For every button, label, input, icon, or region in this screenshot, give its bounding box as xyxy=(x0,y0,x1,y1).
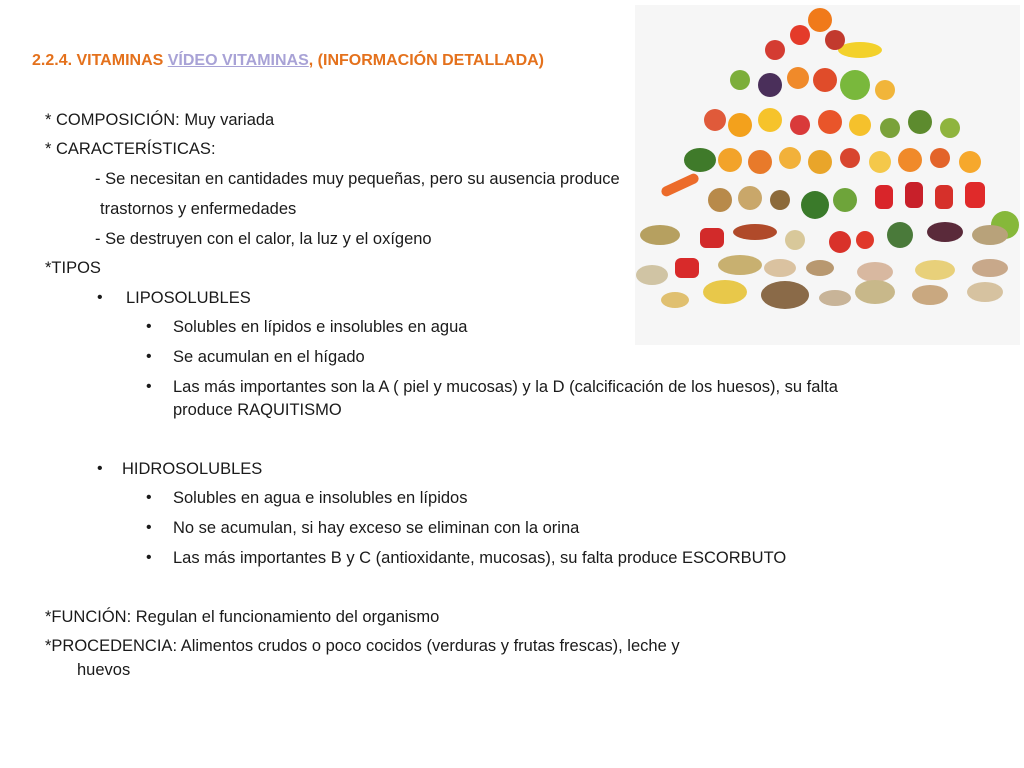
bullet: • xyxy=(146,549,152,566)
lipo-item-3-line-2: produce RAQUITISMO xyxy=(173,401,342,419)
caracteristicas-heading: * CARACTERÍSTICAS: xyxy=(45,140,216,158)
hidro-item-1: Solubles en agua e insolubles en lípidos xyxy=(173,489,468,507)
lipo-item-3-line-1: Las más importantes son la A ( piel y mucosas) y la D (calcificación de los huesos), su falta xyxy=(173,378,838,396)
lipo-heading: LIPOSOLUBLES xyxy=(126,289,251,307)
bullet: • xyxy=(146,348,152,365)
title-suffix: , (INFORMACIÓN DETALLADA) xyxy=(308,52,545,69)
hidro-heading: HIDROSOLUBLES xyxy=(122,460,263,478)
procedencia-line-2: huevos xyxy=(77,661,131,679)
caracteristica-2: - Se destruyen con el calor, la luz y el oxígeno xyxy=(95,230,432,248)
lipo-item-1: Solubles en lípidos e insolubles en agua xyxy=(173,318,468,336)
bullet-hidro: • xyxy=(97,460,103,477)
procedencia-line-1: *PROCEDENCIA: Alimentos crudos o poco cocidos (verduras y frutas frescas), leche y xyxy=(45,637,680,655)
composicion-text: * COMPOSICIÓN: Muy variada xyxy=(45,111,275,129)
lipo-item-2: Se acumulan en el hígado xyxy=(173,348,365,366)
funcion-text: *FUNCIÓN: Regulan el funcionamiento del organismo xyxy=(45,608,440,626)
slide-title xyxy=(32,51,544,71)
bullet: • xyxy=(146,378,152,395)
caracteristica-1-line-2: trastornos y enfermedades xyxy=(100,200,297,218)
hidro-item-3: Las más importantes B y C (antioxidante, mucosas), su falta produce ESCORBUTO xyxy=(173,549,787,567)
tipos-heading: *TIPOS xyxy=(45,259,101,277)
bullet: • xyxy=(146,318,152,335)
bullet: • xyxy=(146,489,152,506)
bullet-lipo: • xyxy=(97,289,103,306)
title-prefix: 2.2.4. VITAMINAS xyxy=(32,52,168,69)
video-link[interactable]: VÍDEO VITAMINAS xyxy=(167,52,309,69)
caracteristica-1-line-1: - Se necesitan en cantidades muy pequeñas, pero su ausencia produce xyxy=(95,170,620,188)
bullet: • xyxy=(146,519,152,536)
hidro-item-2: No se acumulan, si hay exceso se eliminan con la orina xyxy=(173,519,580,537)
food-pyramid-image xyxy=(630,0,1024,350)
